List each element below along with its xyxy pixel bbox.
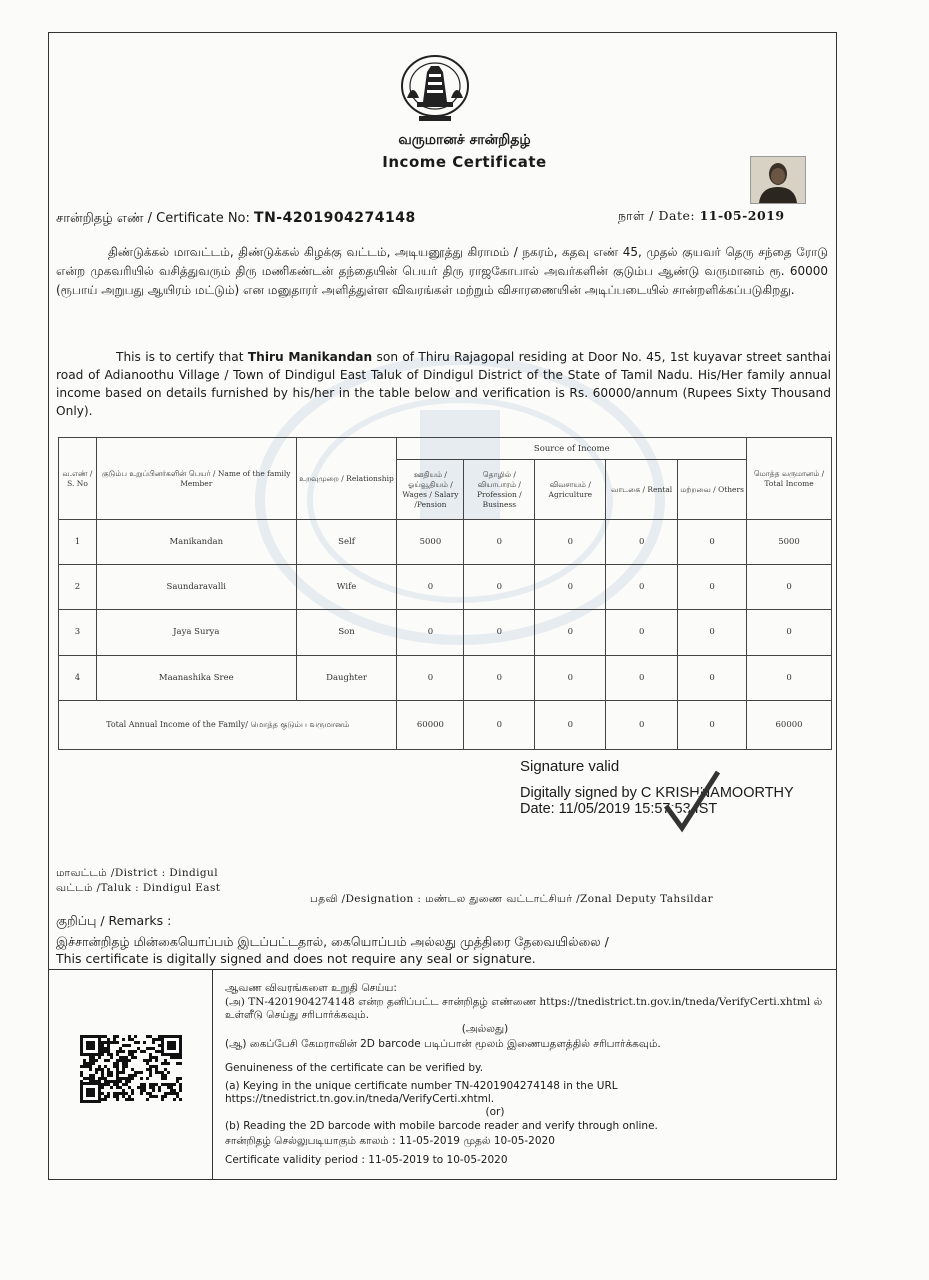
verify-heading: ஆவண விவரங்களை உறுதி செய்ய: [225,982,397,994]
row-total: 5000 [747,520,832,565]
row-name: Saundaravalli [96,565,296,610]
signature-status: Signature valid [520,758,620,775]
total-others: 0 [678,700,747,749]
row-wages: 0 [397,610,464,655]
header-sno: வ.எண் / S. No [59,438,97,520]
total-rental: 0 [606,700,678,749]
row-rental: 0 [606,655,678,700]
verify-genuine: Genuineness of the certificate can be verified by. [225,1062,484,1074]
row-business: 0 [464,565,535,610]
officer-location [56,866,220,896]
table-row [59,610,832,655]
header-total: மொத்த வருமானம் / Total Income [747,438,832,520]
row-sno: 4 [59,655,97,700]
row-others: 0 [678,655,747,700]
row-wages: 0 [397,565,464,610]
row-name: Jaya Surya [96,610,296,655]
total-wages: 60000 [397,700,464,749]
row-agriculture: 0 [535,565,606,610]
remarks-tamil: இச்சான்றிதழ் மின்கையொப்பம் இடப்பட்டதால், கையொப்பம் அல்லது முத்திரை தேவையில்லை / [56,934,609,949]
applicant-photo [750,156,806,204]
district: மாவட்டம் /District : Dindigul [56,867,218,879]
certificate-number: TN-4201904274148 [254,210,416,226]
english-paragraph [56,348,831,420]
total-label: Total Annual Income of the Family/ மொத்த குடும்ப வருமானம் [59,700,397,749]
row-relationship: Son [296,610,397,655]
row-relationship: Self [296,520,397,565]
tamil-nadu-emblem [393,52,477,126]
row-total: 0 [747,565,832,610]
remarks-english: This certificate is digitally signed and does not require any seal or signature. [56,951,536,966]
header-source-of-income: Source of Income [397,438,747,460]
total-agriculture: 0 [535,700,606,749]
row-name: Maanashika Sree [96,655,296,700]
verify-b-tamil: (ஆ) கைப்பேசி கேமராவின் 2D barcode படிப்பான் மூலம் இணையதளத்தில் சரிபார்க்கவும். [225,1038,661,1050]
validity-tamil: சான்றிதழ் செல்லுபடியாகும் காலம் : 11-05-2019 முதல் 10-05-2020 [225,1135,555,1147]
row-relationship: Wife [296,565,397,610]
row-agriculture: 0 [535,520,606,565]
income-table [58,437,832,750]
header-agriculture: விவசாயம் / Agriculture [535,460,606,520]
header-rental: வாடகை / Rental [606,460,678,520]
row-rental: 0 [606,565,678,610]
verify-or-tamil: (அல்லது) [461,1023,509,1035]
row-others: 0 [678,565,747,610]
header-name: குடும்ப உறுப்பினர்களின் பெயர் / Name of the family Member [96,438,296,520]
certificate-date-line [618,208,785,225]
english-paragraph-end: son of Thiru Rajagopal residing at Door No. 45, 1st kuyavar street santhai road of Adianoothu Village / Town of Dindigul East Taluk of Dindigul District of the State of Tamil Nadu. His/Her family annual income based on details furnished by his/her in the table below and verification is Rs. 60000/annum (Rupees Sixty Thousand Only). [56,350,831,418]
table-row [59,520,832,565]
divider [48,969,837,970]
certificate-number-label: சான்றிதழ் எண் / Certificate No: [56,211,250,226]
verify-or-english: (or) [485,1106,505,1118]
row-sno: 2 [59,565,97,610]
row-rental: 0 [606,520,678,565]
verify-b-english: (b) Reading the 2D barcode with mobile barcode reader and verify through online. [225,1120,658,1132]
signature-date: Date: 11/05/2019 15:57:53 IST [520,801,718,817]
row-wages: 0 [397,655,464,700]
designation: பதவி /Designation : மண்டல துணை வட்டாட்சியர் /Zonal Deputy Tahsildar [310,893,714,905]
row-rental: 0 [606,610,678,655]
row-business: 0 [464,520,535,565]
title-english: Income Certificate [382,153,547,171]
remarks-label: குறிப்பு / Remarks : [56,913,172,928]
total-business: 0 [464,700,535,749]
date-label: நாள் / Date: [618,208,696,223]
title-tamil: வருமானச் சான்றிதழ் [398,132,531,148]
row-total: 0 [747,655,832,700]
row-total: 0 [747,610,832,655]
row-others: 0 [678,520,747,565]
divider-vertical [212,970,213,1180]
taluk: வட்டம் /Taluk : Dindigul East [56,882,221,894]
validity-english: Certificate validity period : 11-05-2019 to 10-05-2020 [225,1154,508,1166]
applicant-name: Thiru Manikandan [247,350,373,364]
header-relationship: உறவுமுறை / Relationship [296,438,397,520]
signature-check-icon [660,766,722,834]
table-row [59,565,832,610]
total-row [59,700,832,749]
verify-a-english: (a) Keying in the unique certificate number TN-4201904274148 in the URL https://tnedistrict.tn.gov.in/tneda/VerifyCerti.xhtml. [225,1080,618,1105]
row-name: Manikandan [96,520,296,565]
row-sno: 1 [59,520,97,565]
certificate-number-line [56,210,416,227]
header-business: தொழில் / வியாபாரம் / Profession / Business [464,460,535,520]
header-wages: ஊதியம் / ஓய்வூதியம் / Wages / Salary /Pension [397,460,464,520]
row-relationship: Daughter [296,655,397,700]
header-others: மற்றவை / Others [678,460,747,520]
row-business: 0 [464,610,535,655]
row-agriculture: 0 [535,655,606,700]
row-agriculture: 0 [535,610,606,655]
qr-code [80,1035,182,1103]
signed-by: Digitally signed by C KRISHNAMOORTHY [520,785,794,801]
row-sno: 3 [59,610,97,655]
table-row [59,655,832,700]
english-paragraph-start: This is to certify that [116,350,248,364]
verify-a-tamil: (அ) TN-4201904274148 என்ற தனிப்பட்ட சான்றிதழ் எண்ணை https://tnedistrict.tn.gov.in/tneda/VerifyCerti.xhtml ல் உள்ளீடு செய்து சரிபார்க்கவும். [225,996,823,1021]
row-others: 0 [678,610,747,655]
certificate-date: 11-05-2019 [699,208,785,223]
tamil-paragraph: திண்டுக்கல் மாவட்டம், திண்டுக்கல் கிழக்கு வட்டம், அடியனூத்து கிராமம் / நகரம், கதவு எண் 45, முதல் குயவர் தெரு சந்தை ரோடு என்ற முகவரியில் வசித்துவரும் திரு மணிகண்டன் தந்தையின் பெயர் திரு ராஜகோபால் அவர்களின் குடும்ப ஆண்டு வருமானம் ரூ. 60000 (ரூபாய் அறுபது ஆயிரம் மட்டும்) என மனுதாரர் அளித்துள்ள விவரங்கள் மற்றும் விசாரணையின் அடிப்படையில் சான்றளிக்கப்படுகிறது. [56,245,828,297]
total-income: 60000 [747,700,832,749]
remarks-note [56,933,609,967]
row-wages: 5000 [397,520,464,565]
row-business: 0 [464,655,535,700]
